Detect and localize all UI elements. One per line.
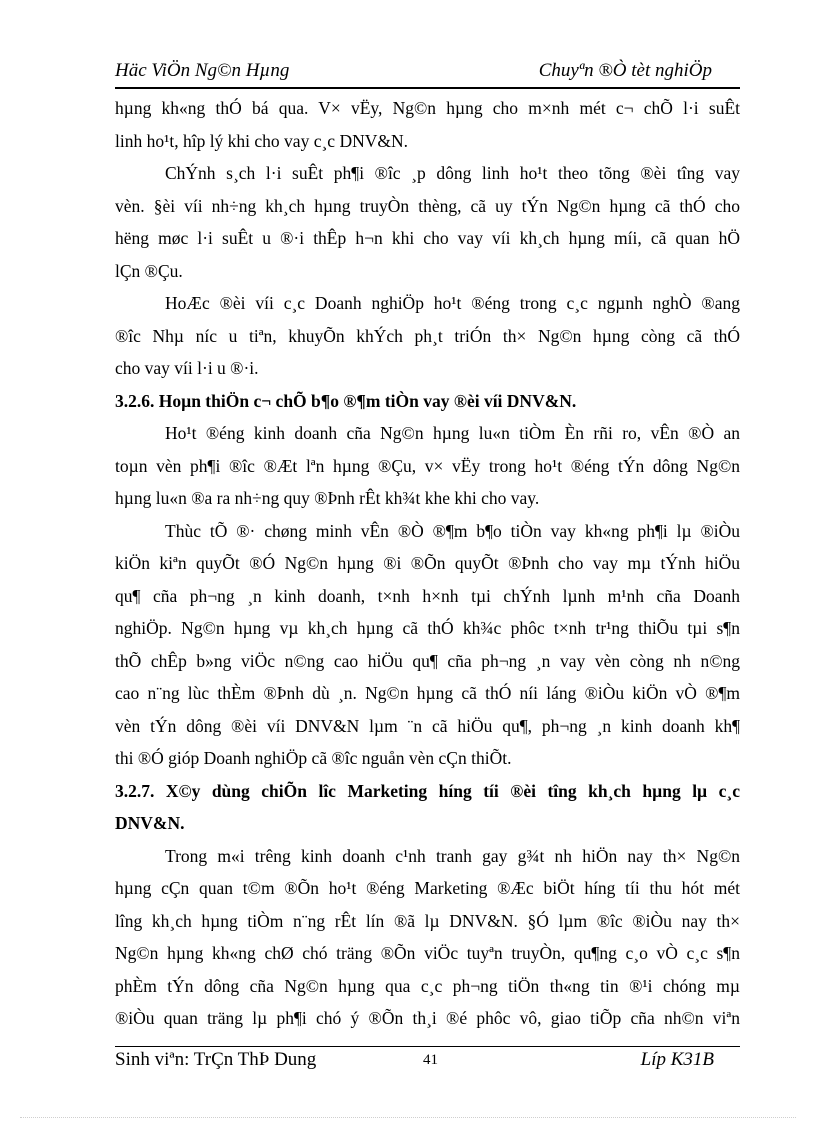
- footer-class: Líp K31B: [640, 1049, 714, 1070]
- footer-student-name: Sinh viªn: TrÇn ThÞ Dung: [115, 1049, 317, 1070]
- section-heading-line: DNV&N.: [115, 813, 185, 833]
- body-text-line: hëng møc l·i suÊt u ®·i thÊp h¬n khi cho vay víi kh¸ch hµng míi, cã quan hÖ: [115, 228, 740, 248]
- section-heading-line: 3.2.7. X©y dùng chiÕn lîc Marketing híng tíi ®èi tîng kh¸ch hµng lµ c¸c: [115, 780, 740, 801]
- body-text-line: phÈm tÝn dông cña Ng©n hµng qua c¸c ph¬ng tiÖn th«ng tin ®¹i chóng mµ: [115, 975, 740, 996]
- body-text-line: cao n¨ng lùc thÈm ®Þnh dù ¸n. Ng©n hµng cã thÓ níi láng ®iÒu kiÖn vÒ ®¶m: [115, 683, 740, 703]
- body-text-line: linh ho¹t, hîp lý khi cho vay c¸c DNV&N.: [115, 130, 408, 151]
- body-text-line: Ho¹t ®éng kinh doanh cña Ng©n hµng lu«n tiÒm Èn rñi ro, vÊn ®Ò an: [165, 423, 740, 443]
- body-text-line: qu¶ cña ph¬ng ¸n kinh doanh, t×nh h×nh tµi chÝnh lµnh m¹nh cña Doanh: [115, 585, 740, 606]
- section-heading-line: 3.2.6. Hoµn thiÖn c¬ chÕ b¶o ®¶m tiÒn vay ®èi víi DNV&N.: [115, 390, 577, 411]
- page-footer: [115, 1049, 740, 1075]
- body-text-line: hµng lu«n ®a ra nh÷ng quy ®Þnh rÊt kh¾t khe khi cho vay.: [115, 488, 540, 508]
- body-text-line: lîng kh¸ch hµng tiÒm n¨ng rÊt lín ®ã lµ DNV&N. §Ó lµm ®îc ®iÒu nay th×: [115, 910, 740, 931]
- body-text-line: ChÝnh s¸ch l·i suÊt ph¶i ®îc ¸p dông linh ho¹t theo tõng ®èi tîng vay: [165, 163, 740, 183]
- footer-divider: [115, 1046, 740, 1047]
- page-edge-divider: [20, 1117, 796, 1118]
- body-text-line: thÕ chÊp b»ng viÖc n©ng cao hiÖu qu¶ cña ph¬ng ¸n vay vèn còng nh n©ng: [115, 650, 740, 671]
- document-body: [115, 92, 740, 1035]
- body-text-line: HoÆc ®èi víi c¸c Doanh nghiÖp ho¹t ®éng trong c¸c ngµnh nghÒ ®ang: [165, 293, 740, 313]
- page-number: 41: [423, 1052, 438, 1068]
- body-text-line: Ng©n hµng kh«ng chØ chó träng ®Õn viÖc tuyªn truyÒn, qu¶ng c¸o vÒ c¸c s¶n: [115, 943, 740, 963]
- body-text-line: lÇn ®Çu.: [115, 260, 183, 281]
- body-text-line: nghiÖp. Ng©n hµng vµ kh¸ch hµng cã thÓ kh¾c phôc t×nh tr¹ng thiÕu tµi s¶n: [115, 618, 740, 638]
- body-text-line: thi ®Ó gióp Doanh nghiÖp cã ®îc nguån vèn cÇn thiÕt.: [115, 748, 512, 768]
- header-document-type: Chuyªn ®Ò tèt nghiÖp: [538, 60, 712, 81]
- page-header: [115, 60, 740, 88]
- body-text-line: hµng kh«ng thÓ bá qua. V× vËy, Ng©n hµng cho m×nh mét c¬ chÕ l·i suÊt: [115, 98, 740, 118]
- body-text-line: ®îc Nhµ níc u tiªn, khuyÕn khÝch ph¸t triÓn th× Ng©n hµng còng cã thÓ: [115, 325, 740, 346]
- body-text-line: Thùc tÕ ®· chøng minh vÊn ®Ò ®¶m b¶o tiÒn vay kh«ng ph¶i lµ ®iÒu: [165, 520, 740, 541]
- body-text-line: kiÖn kiªn quyÕt ®Ó Ng©n hµng ®i ®Õn quyÕt ®Þnh cho vay mµ tÝnh hiÖu: [115, 553, 740, 573]
- body-text-line: vèn tÝn dông ®èi víi DNV&N lµm ¨n cã hiÖu qu¶, ph¬ng ¸n kinh doanh kh¶: [115, 715, 740, 736]
- body-text-line: toµn vèn ph¶i ®îc ®Æt lªn hµng ®Çu, v× vËy trong ho¹t ®éng tÝn dông Ng©n: [115, 455, 740, 476]
- body-text-line: vèn. §èi víi nh÷ng kh¸ch hµng truyÒn thèng, cã uy tÝn Ng©n hµng cã thÓ cho: [115, 195, 740, 216]
- body-text-line: hµng cÇn quan t©m ®Õn ho¹t ®éng Marketing ®Æc biÖt híng tíi thu hót mét: [115, 878, 740, 898]
- header-institution: Häc ViÖn Ng©n Hµng: [115, 60, 290, 81]
- body-text-line: cho vay víi l·i u ®·i.: [115, 358, 259, 378]
- body-text-line: Trong m«i trêng kinh doanh c¹nh tranh gay g¾t nh hiÖn nay th× Ng©n: [165, 845, 740, 866]
- body-text-line: ®iÒu quan träng lµ ph¶i chó ý ®Õn th¸i ®é phôc vô, giao tiÕp cña nh©n viªn: [115, 1008, 740, 1028]
- header-divider: [115, 87, 740, 89]
